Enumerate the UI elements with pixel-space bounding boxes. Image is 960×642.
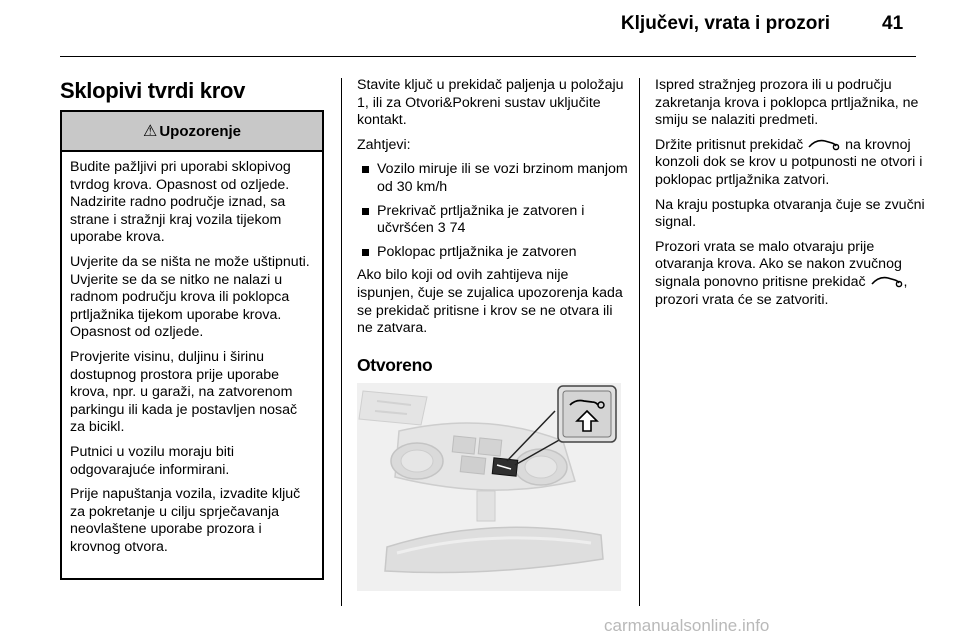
intro-text: Stavite ključ u prekidač paljenja u položaju 1, ili za Otvori&Pokreni sustav uključite kontakt. <box>357 77 624 129</box>
warning-header <box>62 112 322 152</box>
paragraph: Ispred stražnjeg prozora ili u području zakretanja krova i poklopca prtljažnika, ne smiju se nalaziti predmeti. <box>655 77 919 129</box>
warning-paragraph: Budite pažljivi pri uporabi sklopivog tvrdog krova. Opasnost od ozljede. Nadzirite radno područje iznad, sa strane i stražnji kraj vozila tijekom uporabe krova. <box>70 159 291 246</box>
subheading-open: Otvoreno <box>357 354 433 375</box>
warning-paragraph: Putnici u vozilu moraju biti odgovarajuće informirani. <box>70 443 235 478</box>
warning-note: Ako bilo koji od ovih zahtijeva nije ispunjen, čuje se zujalica upozorenja kada se prekidač pritisne i krov se ne otvara ili ne zatvara. <box>357 267 623 337</box>
convertible-roof-icon <box>870 274 904 288</box>
paragraph: Držite pritisnut prekidač na krovnoj konzoli dok se krov u potpunosti ne otvori i poklopac prtljažnika zatvori. <box>655 136 923 188</box>
watermark: carmanualsonline.info <box>604 616 770 635</box>
requirements-label: Zahtjevi: <box>357 136 411 153</box>
list-item: Poklopac prtljažnika je zatvoren <box>357 244 629 262</box>
column-3 <box>655 77 930 316</box>
paragraph: Na kraju postupka otvaranja čuje se zvučni signal. <box>655 196 925 231</box>
warning-box <box>60 110 324 580</box>
requirements-list <box>357 161 629 261</box>
warning-triangle-icon: ⚠ <box>142 123 158 140</box>
section-title: Sklopivi tvrdi krov <box>60 78 246 103</box>
list-item: Vozilo miruje ili se vozi brzinom manjom od 30 km/h <box>357 161 629 196</box>
warning-paragraph: Prije napuštanja vozila, izvadite ključ za pokretanje u cilju sprječavanja neovlaštene uporabe prozora i krovnog otvora. <box>70 486 301 555</box>
warning-paragraph: Provjerite visinu, duljinu i širinu dostupnog prostora prije uporabe krova, npr. u garaži, na zatvorenom parkingu ili kada je postavljen nosač za bicikl. <box>70 348 298 436</box>
header-rule <box>60 56 916 57</box>
page-number: 41 <box>882 13 904 34</box>
paragraph: Prozori vrata se malo otvaraju prije otvaranja krova. Ako se nakon zvučnog signala ponovno pritisne prekidač , prozori vrata će se zatvoriti. <box>655 238 908 308</box>
page-reference-arrow-icon: 3 <box>437 220 446 237</box>
warning-paragraph: Uvjerite da se ništa ne može uštipnuti. Uvjerite se da se nitko ne nalazi u radnom području krova ili poklopca prtljažnika tijekom uporabe krova. Opasnost od ozljede. <box>70 253 310 341</box>
column-2 <box>357 77 629 376</box>
chapter-title: Ključevi, vrata i prozori <box>620 13 830 34</box>
column-divider <box>639 78 640 606</box>
warning-heading: Upozorenje <box>159 122 242 140</box>
convertible-roof-icon <box>807 137 841 151</box>
column-divider <box>341 78 342 606</box>
roof-console-illustration <box>357 383 621 591</box>
list-item: Prekrivač prtljažnika je zatvoren i učvršćen 3 74 <box>357 203 629 238</box>
page-reference-link[interactable]: 74 <box>449 220 466 237</box>
warning-body <box>62 152 322 556</box>
